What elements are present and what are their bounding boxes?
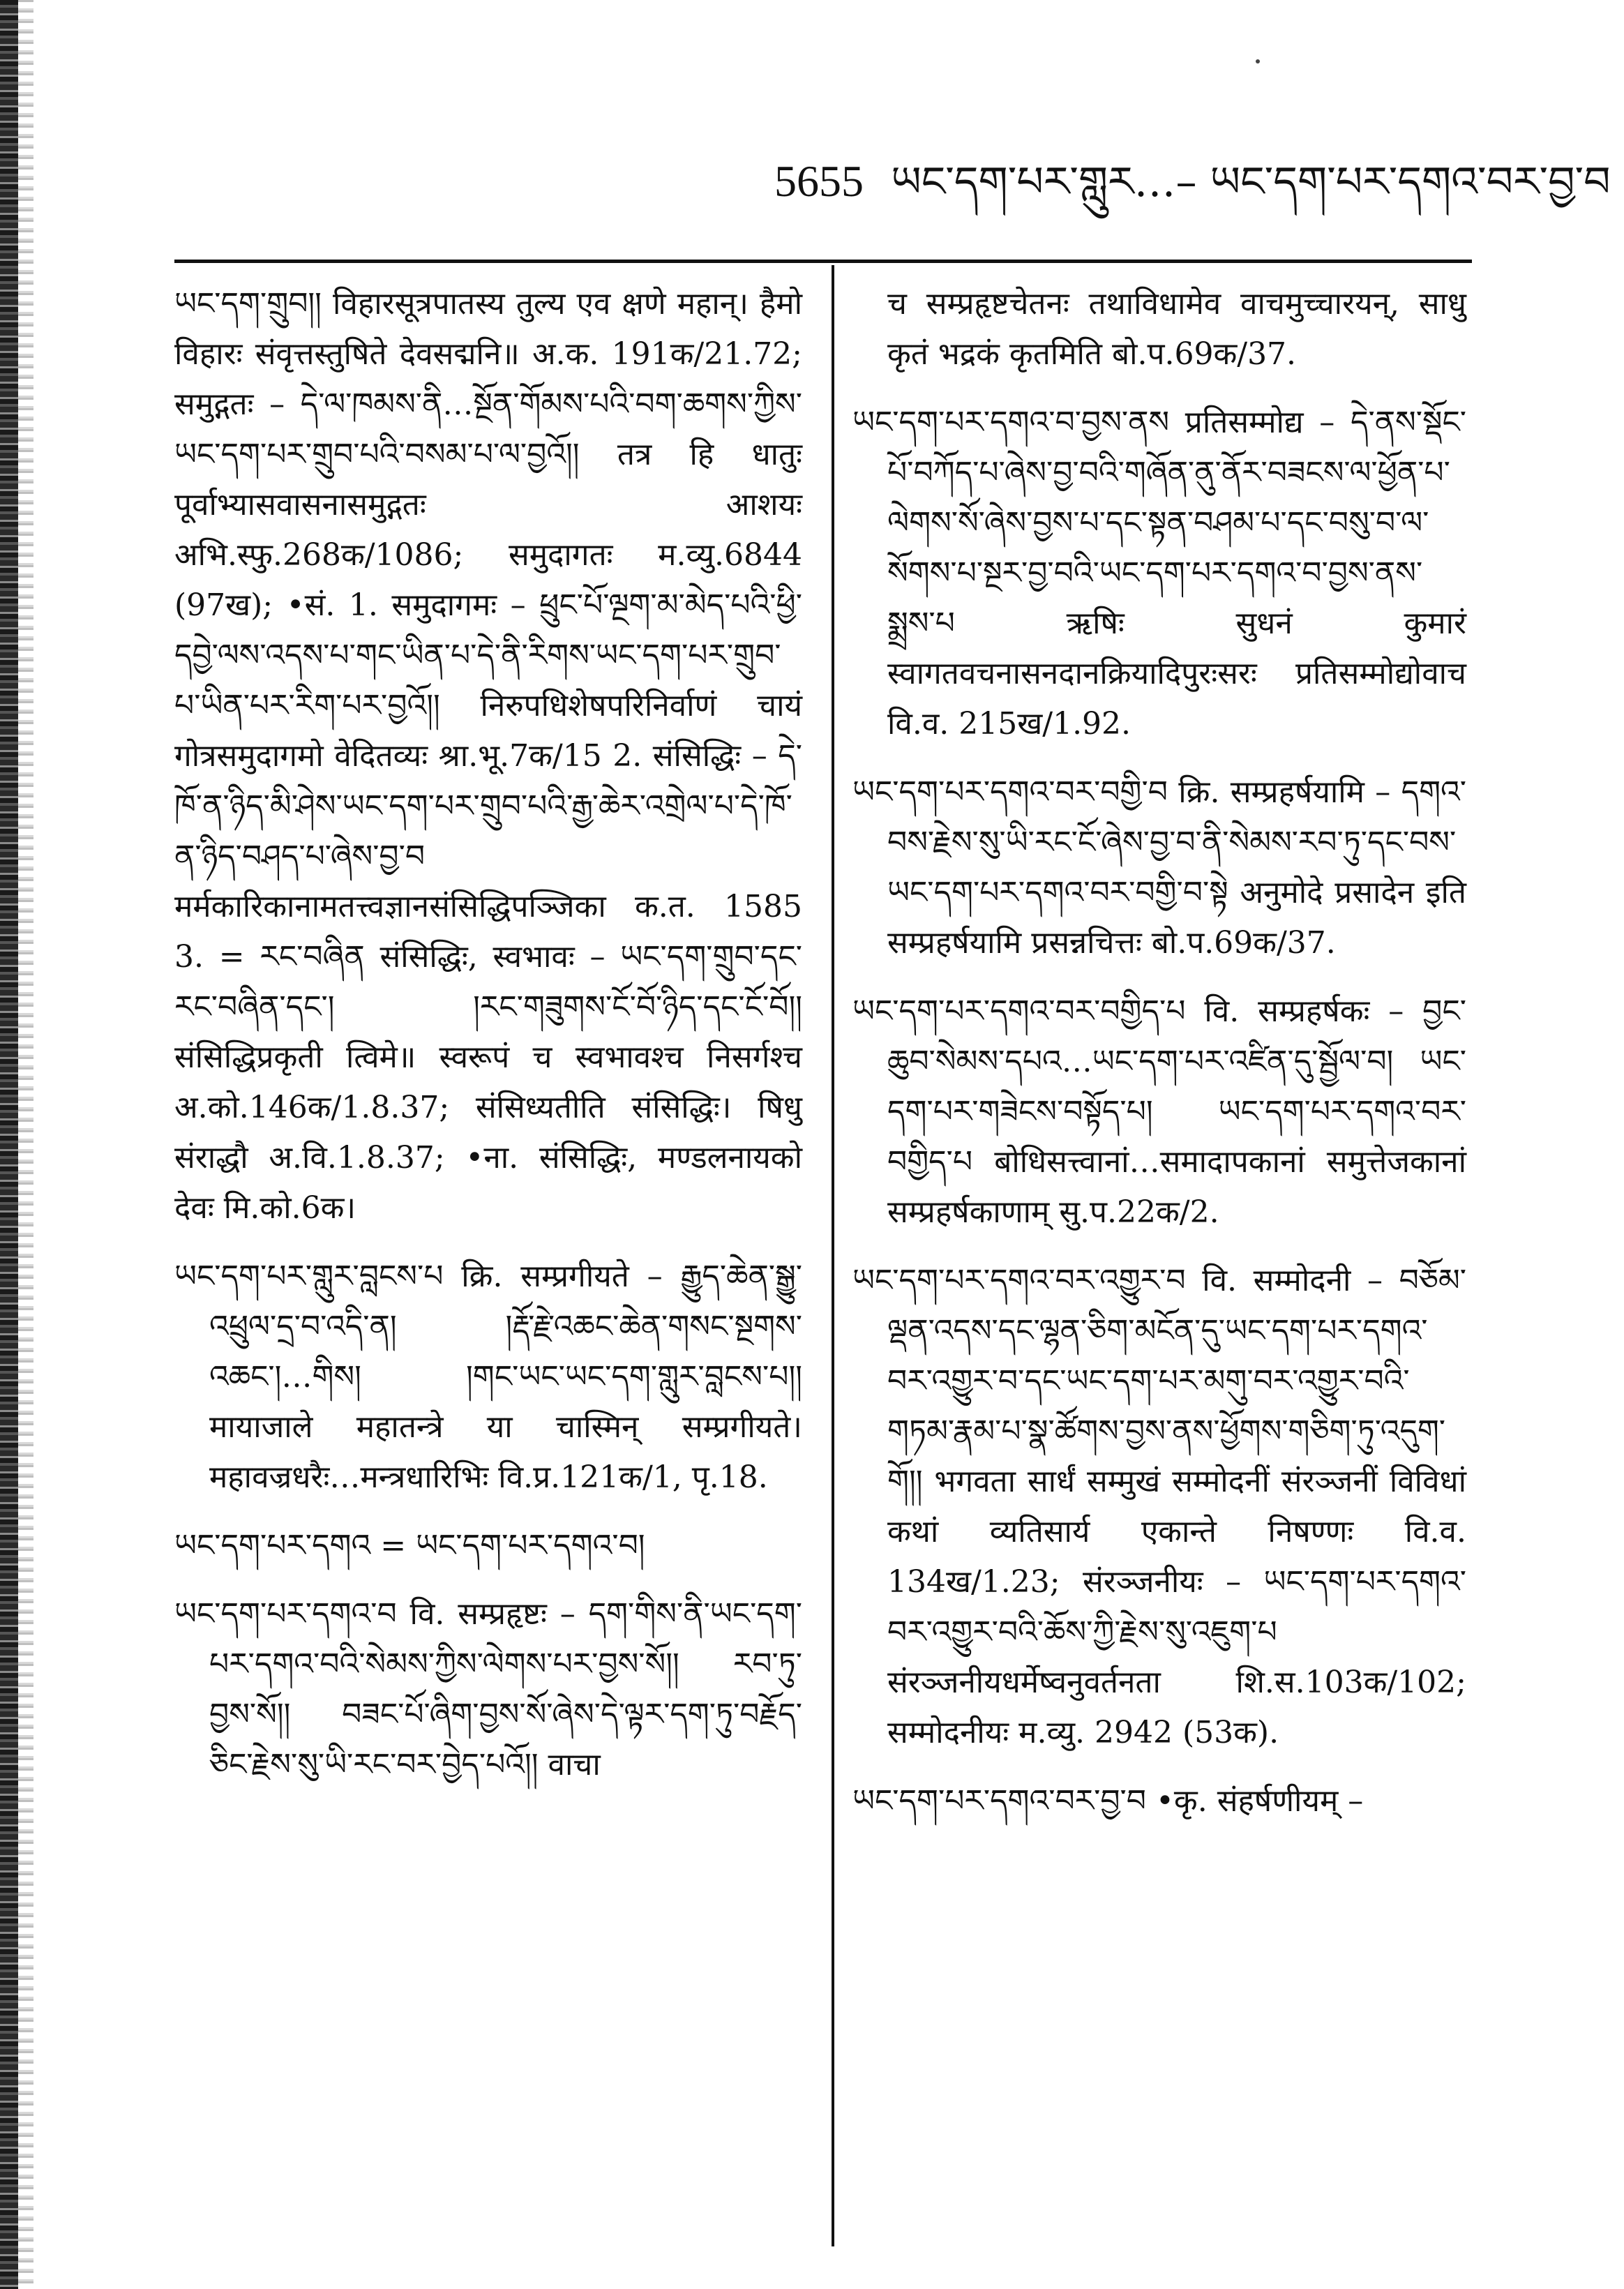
- dictionary-entry: ཡང་དག་པར་དགའ་བ་བྱས་ནས प्रतिसम्मोद्य – དེ་ནས་སྡོང་པོ་བཀོད་པ་ཞེས་བྱ་བའི་གཞོན་ནུ་ནོར་བཟངས་ལ་ཕྱོན་པ་ལེགས་སོ་ཞེས་བྱས་པ་དང་སྟན་བཤམ་པ་དང་བསུ་བ་ལ་སོགས་པ་སྔར་བྱ་བའི་ཡང་དག་པར་དགའ་བ་བྱས་ནས་སྨྲས་པ ऋषिः सुधनं कुमारं स्वागतवचनासनदानक्रियादिपुरःसरः प्रतिसम्मोद्योवाच वि.व. 215ख/1.92.: [852, 405, 1466, 742]
- header-range: ཡང་དག་པར་གླུར…– ཡང་དག་པར་དགའ་བར་བྱ་བ: [891, 158, 1611, 207]
- dictionary-entry: ཡང་དག་པར་གླུར་བླངས་པ क्रि. सम्प्रगीयते – རྒྱུད་ཆེན་སྒྱུ་འཕྲུལ་དྲ་བ་འདི་ན། །རྡོ་རྗེ་འཆང་ཆེན་གསང་སྔགས་འཆང་།…གིས། །གང་ཡང་ཡང་དག་གླུར་བླངས་པ།། मायाजाले महातन्त्रे या चास्मिन् सम्प्रगीयते। महावज्रधरैः…मन्त्रधारिभिः वि.प्र.121क/1, पृ.18.: [174, 1259, 802, 1495]
- dictionary-entry-continued: च सम्प्रहृष्टचेतनः तथाविधामेव वाचमुच्चारयन्, साधु कृतं भद्रकं कृतमिति बो.प.69क/37.: [887, 286, 1466, 372]
- page-number: 5655: [774, 156, 864, 206]
- left-column: [174, 279, 802, 1808]
- page-header: [774, 150, 1611, 213]
- cross-reference-entry: ཡང་དག་པར་དགའ = ཡང་དག་པར་དགའ་བ།: [174, 1528, 645, 1563]
- binding-edge: [0, 0, 18, 2289]
- dictionary-entry: ཡང་དག་པར་དགའ་བར་བགྱིད་པ वि. सम्प्रहर्षकः – བྱང་ཆུབ་སེམས་དཔའ…ཡང་དག་པར་འཛིན་དུ་སྦྱོལ་བ། ཡང་དག་པར་གཟེངས་བསྟོད་པ། ཡང་དག་པར་དགའ་བར་བགྱིད་པ बोधिसत्त्वानां…समादापकानां समुत्तेजकानां सम्प्रहर्षकाणाम् सु.प.22क/2.: [852, 993, 1466, 1230]
- dictionary-entry: ཡང་དག་པར་དགའ་བར་བྱ་བ •कृ. संहर्षणीयम् –: [852, 1783, 1364, 1819]
- right-column: [852, 279, 1466, 1845]
- scan-speck: [1256, 59, 1260, 63]
- dictionary-entry: ཡང་དག་པར་དགའ་བར་འགྱུར་བ वि. सम्मोदनी – བཅོམ་ལྡན་འདས་དང་ལྷན་ཅིག་མངོན་དུ་ཡང་དག་པར་དགའ་བར་འགྱུར་བ་དང་ཡང་དག་པར་མགུ་བར་འགྱུར་བའི་གཏམ་རྣམ་པ་སྣ་ཚོགས་བྱས་ནས་ཕྱོགས་གཅིག་ཏུ་འདུག་གོ།། भगवता सार्धं सम्मुखं सम्मोदनीं संरञ्जनीं विविधां कथां व्यतिसार्य एकान्ते निषण्णः वि.व. 134ख/1.23; संरञ्जनीयः – ཡང་དག་པར་དགའ་བར་འགྱུར་བའི་ཆོས་ཀྱི་རྗེས་སུ་འཇུག་པ संरञ्जनीयधर्मेष्वनुवर्तनता शि.स.103क/102; सम्मोदनीयः म.व्यु. 2942 (53क).: [852, 1263, 1466, 1750]
- dictionary-entry: ཡང་དག་གྲུབ།། विहारसूत्रपातस्य तुल्य एव क्षणे महान्। हैमो विहारः संवृत्तस्तुषिते देवसद्मनि॥ अ.क. 191क/21.72; समुद्गतः – དེ་ལ་ཁམས་ནི…སྔོན་གོམས་པའི་བག་ཆགས་ཀྱིས་ཡང་དག་པར་གྲུབ་པའི་བསམ་པ་ལ་བྱའོ།། तत्र हि धातुः पूर्वाभ्यासवासनासमुद्गतः आशयः अभि.स्फु.268क/1086; समुदागतः म.व्यु.6844 (97ख); •सं. 1. समुदागमः – ཕྲུང་པོ་ལྔག་མ་མེད་པའི་ཕྱི་དབྱེ་ལས་འདས་པ་གང་ཡིན་པ་དེ་ནི་རིགས་ཡང་དག་པར་གྲུབ་པ་ཡིན་པར་རིག་པར་བྱའོ།། निरुपधिशेषपरिनिर्वाणं चायं गोत्रसमुदागमो वेदितव्यः श्रा.भू.7क/15 2. संसिद्धिः – དེ་ཁོ་ན་ཉིད་མི་ཤེས་ཡང་དག་པར་གྲུབ་པའི་རྒྱ་ཆེར་འགྲེལ་པ་དེ་ཁོ་ན་ཉིད་བཤད་པ་ཞེས་བྱ་བ मर्मकारिकानामतत्त्वज्ञानसंसिद्धिपञ्जिका क.त. 1585 3. = རང་བཞིན संसिद्धिः, स्वभावः – ཡང་དག་གྲུབ་དང་རང་བཞིན་དང་། །རང་གཟུགས་ངོ་བོ་ཉིད་དང་ངོ་བོ།། संसिद्धिप्रकृती त्विमे॥ स्वरूपं च स्वभावश्च निसर्गश्च अ.को.146क/1.8.37; संसिध्यतीति संसिद्धिः। षिधु संराद्धौ अ.वि.1.8.37; •ना. संसिद्धिः, मण्डलनायको देवः मि.को.6क।: [174, 286, 802, 1226]
- header-rule: [174, 260, 1472, 263]
- binding-shadow: [18, 0, 33, 2289]
- dictionary-entry: ཡང་དག་པར་དགའ་བར་བགྱི་བ क्रि. सम्प्रहर्षयामि – དགའ་བས་རྗེས་སུ་ཡི་རང་ངོ་ཞེས་བྱ་བ་ནི་སེམས་རབ་ཏུ་དང་བས་ཡང་དག་པར་དགའ་བར་བགྱི་བ་སྟེ अनुमोदे प्रसादेन इति सम्प्रहर्षयामि प्रसन्नचित्तः बो.प.69क/37.: [852, 774, 1466, 961]
- dictionary-entry: ཡང་དག་པར་དགའ་བ वि. सम्प्रहृष्टः – དག་གིས་ནི་ཡང་དག་པར་དགའ་བའི་སེམས་ཀྱིས་ལེགས་པར་བྱས་སོ།། རབ་ཏུ་བྱས་སོ།། བཟང་པོ་ཞིག་བྱས་སོ་ཞེས་དེ་ལྟར་དག་ཏུ་བརྗོད་ཅིང་རྗེས་སུ་ཡི་རང་བར་བྱེད་པའོ།། वाचा: [174, 1596, 802, 1783]
- column-divider: [832, 265, 834, 2246]
